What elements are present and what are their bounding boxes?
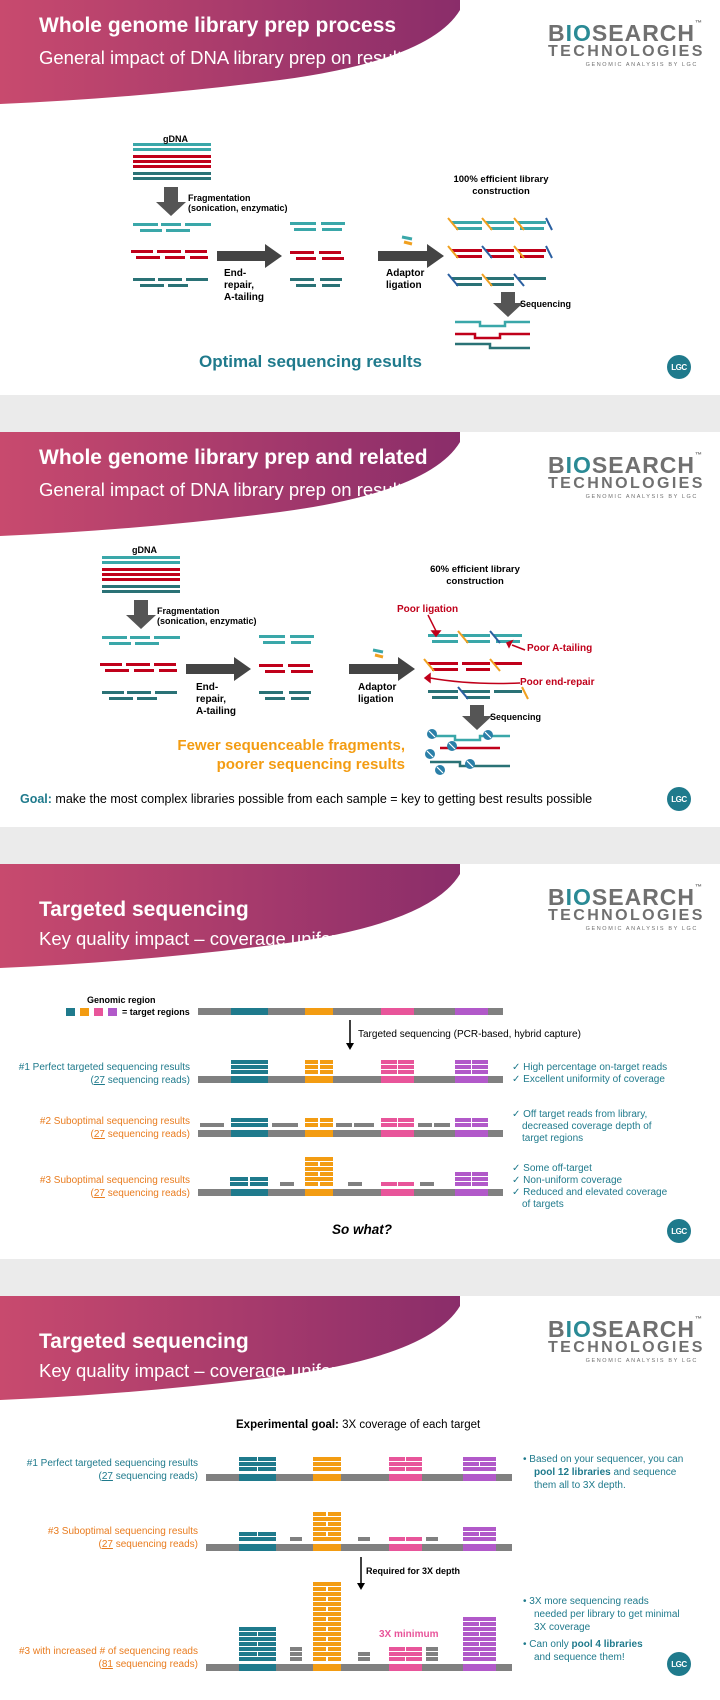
bullet-3-line-1: • Can only pool 4 libraries [523,1639,643,1650]
slide-2 [0,432,720,827]
sequencing-label: Sequencing [490,712,542,722]
sequencing-label: Sequencing [520,299,572,309]
row1-reads [206,1457,512,1481]
row2-note-2: decreased coverage depth of [522,1121,652,1132]
fragments-1 [131,223,211,287]
row2-reads [206,1512,512,1551]
row3-note-1: ✓ Some off-target [512,1163,592,1174]
lgc-icon: LGC [667,1652,691,1676]
library-prep-diagram [0,0,720,395]
bullet-2-line-2: needed per library to get minimal [534,1609,680,1620]
fragmentation-methods: (sonication, enzymatic) [188,203,288,213]
efficiency-label-2: construction [446,576,504,587]
bullet-1-line-2: pool 12 libraries and sequence [534,1467,677,1478]
efficiency-label-1: 60% efficient library [430,564,520,575]
poor-end-repair-label: Poor end-repair [520,677,595,688]
gdna-stack [102,556,180,593]
row2-reads-label: (27 sequencing reads) [90,1129,190,1140]
end-repair-label-3: A-tailing [196,706,236,717]
adaptor-label-2: ligation [358,694,394,705]
gdna-label: gDNA [132,545,157,555]
slide-3 [0,864,720,1259]
row3-reads-label: (27 sequencing reads) [90,1188,190,1199]
sequencing-reads-poor [425,729,510,775]
result-text-1: Fewer sequenceable fragments, [177,737,405,754]
slide-title: Targeted sequencing [39,1330,249,1353]
slide-1 [0,0,720,395]
targeted-seq-label: Targeted sequencing (PCR-based, hybrid capture) [358,1029,581,1040]
poor-a-tailing-label: Poor A-tailing [527,643,593,654]
row1-note-1: ✓ High percentage on-target reads [512,1062,668,1073]
slide-subtitle: General impact of DNA library prep on results [39,47,412,68]
sequencing-reads-1 [455,322,530,348]
fragments-2 [259,635,314,700]
slide-title: Whole genome library prep process [39,14,397,37]
row2-reads [198,1118,503,1137]
biosearch-logo: BIOSEARCH™ TECHNOLOGIES GENOMIC ANALYSIS BY LGC [548,1316,705,1364]
poor-ligation-label: Poor ligation [397,604,459,615]
fragmentation-methods: (sonication, enzymatic) [157,616,257,626]
row2-note-3: target regions [522,1133,584,1144]
legend-target-regions: = target regions [122,1007,190,1017]
bullet-3-line-2: and sequence them! [534,1652,625,1663]
slide-subtitle: General impact of DNA library prep on results [39,479,412,500]
adaptor-label-1: Adaptor [358,682,397,693]
defect-arrows [425,615,525,683]
row1-title: #1 Perfect targeted sequencing results [26,1458,198,1469]
row2-title: #3 Suboptimal sequencing results [47,1526,198,1537]
result-text: Optimal sequencing results [199,352,422,371]
efficiency-label-1: 100% efficient library [453,174,549,185]
required-depth-label: Required for 3X depth [366,1566,461,1576]
end-repair-label-3: A-tailing [224,292,264,303]
lgc-icon: LGC [667,787,691,811]
end-repair-label-1: End- [196,682,219,693]
genomic-region-bar [198,1008,503,1015]
efficiency-label-2: construction [472,186,530,197]
row3-reads [198,1157,503,1196]
bullet-1-line-1: • Based on your sequencer, you can [523,1454,684,1465]
goal-statement: Goal: make the most complex libraries possible from each sample = key to getting best results possible [20,792,593,806]
row2-note-1: ✓ Off target reads from library, [512,1109,648,1120]
gdna-stack [133,143,211,180]
three-x-minimum-label: 3X minimum [379,1629,439,1640]
fragmentation-label: Fragmentation [188,193,251,203]
end-repair-label-2: repair, [224,280,255,291]
slide-subtitle: Key quality impact – coverage uniformity [39,928,372,949]
biosearch-logo: BIOSEARCH™ TECHNOLOGIES GENOMIC ANALYSIS BY LGC [548,20,705,68]
fragments-2 [290,222,345,287]
lgc-icon: LGC [667,1219,691,1243]
row3-reads-label: (81 sequencing reads) [98,1659,198,1670]
bullet-2-line-3: 3X coverage [534,1622,591,1633]
row1-title: #1 Perfect targeted sequencing results [18,1062,190,1073]
row1-reads-label: (27 sequencing reads) [98,1471,198,1482]
fragments-1 [100,636,180,700]
row2-reads-label: (27 sequencing reads) [98,1539,198,1550]
biosearch-logo: BIOSEARCH™ TECHNOLOGIES GENOMIC ANALYSIS BY LGC [548,884,705,932]
row3-reads [206,1582,512,1671]
fragmentation-label: Fragmentation [157,606,220,616]
bullet-2-line-1: • 3X more sequencing reads [523,1596,649,1607]
so-what-text: So what? [332,1222,392,1237]
adaptor-label-1: Adaptor [386,268,425,279]
result-text-2: poorer sequencing results [216,756,405,773]
slide-title: Targeted sequencing [39,898,249,921]
end-repair-label-1: End- [224,268,247,279]
row3-note-3: ✓ Reduced and elevated coverage [512,1187,668,1198]
row2-title: #2 Suboptimal sequencing results [39,1116,190,1127]
bullet-1-line-3: them all to 3X depth. [534,1480,626,1491]
experimental-goal: Experimental goal: 3X coverage of each target [236,1419,481,1431]
adaptor-label-2: ligation [386,280,422,291]
lgc-icon: LGC [667,355,691,379]
slide-title: Whole genome library prep and related [39,446,428,469]
ligated-fragments-1 [448,218,552,286]
biosearch-logo: BIOSEARCH™ TECHNOLOGIES GENOMIC ANALYSIS BY LGC [548,452,705,500]
slide-subtitle: Key quality impact – coverage uniformity [39,1360,372,1381]
row1-note-2: ✓ Excellent uniformity of coverage [512,1074,665,1085]
slide-4 [0,1296,720,1700]
legend-genomic-region: Genomic region [87,995,156,1005]
row3-note-2: ✓ Non-uniform coverage [512,1175,623,1186]
row1-reads-label: (27 sequencing reads) [90,1075,190,1086]
row3-title: #3 Suboptimal sequencing results [39,1175,190,1186]
gdna-label: gDNA [163,134,188,144]
row1-reads [198,1060,503,1083]
end-repair-label-2: repair, [196,694,227,705]
row3-title: #3 with increased # of sequencing reads [18,1646,198,1657]
row3-note-4: of targets [522,1199,564,1210]
